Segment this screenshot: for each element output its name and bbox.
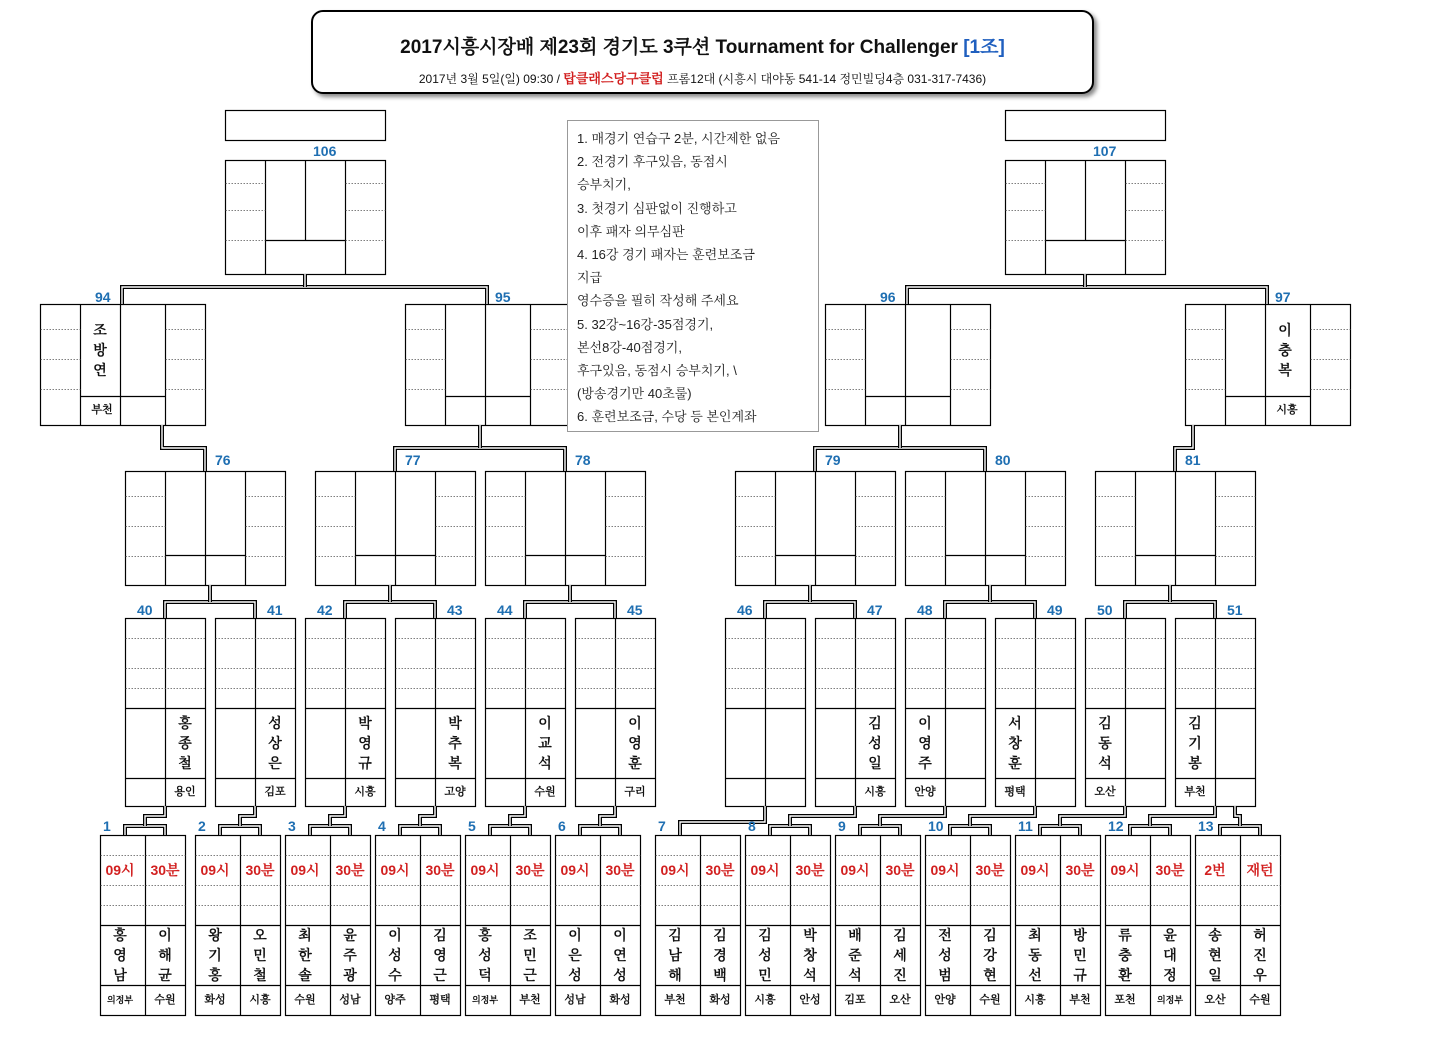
- player-region: 시흥: [1024, 994, 1046, 1006]
- start-time: 2번: [1204, 862, 1226, 878]
- connector-line: [765, 602, 855, 618]
- player-region: 구리: [624, 786, 646, 798]
- note-line: 본선8강-40점경기,: [577, 339, 682, 355]
- connector-line: [1130, 826, 1170, 835]
- note-line: 영수증을 필히 작성해 주세요: [577, 293, 739, 309]
- start-time: 09시: [290, 862, 320, 878]
- connector-line: [945, 602, 1035, 618]
- player-region: 오산: [889, 994, 911, 1006]
- player-name: 윤 대 정: [1163, 927, 1177, 983]
- connector-line: [860, 826, 900, 835]
- match-number: 13: [1198, 818, 1214, 834]
- connector-line-inner: [122, 287, 487, 304]
- connector-line: [220, 826, 260, 835]
- player-region: 부천: [1069, 994, 1091, 1006]
- connector-line-inner: [165, 602, 255, 618]
- note-line: 후구있음, 동점시 승부치기, \: [577, 363, 737, 379]
- player-name: 김 성 민: [758, 927, 772, 983]
- start-time: 30분: [425, 862, 455, 878]
- match-number: 1: [103, 818, 111, 834]
- event-address: 프롬12대 (시흥시 대야동 541-14 정민빌딩4층 031-317-7436): [663, 72, 987, 86]
- connector-line-inner: [765, 602, 855, 618]
- match-box: [41, 305, 206, 426]
- player-name: 류 충 환: [1118, 927, 1132, 983]
- player-name: 김 세 진: [893, 927, 907, 983]
- start-time: 09시: [200, 862, 230, 878]
- player-region: 시흥: [864, 786, 886, 798]
- connector-line-inner: [145, 806, 165, 826]
- match-number: 42: [317, 602, 333, 618]
- connector-line: [525, 602, 615, 618]
- match-number: 44: [497, 602, 513, 618]
- player-name: 김 남 해: [668, 927, 682, 983]
- player-name: 이 영 훈: [628, 715, 642, 771]
- start-time: 09시: [105, 862, 135, 878]
- match-number: 95: [495, 289, 511, 305]
- start-time: 30분: [515, 862, 545, 878]
- note-line: 3. 첫경기 심판없이 진행하고: [577, 200, 737, 216]
- player-region: 수원: [979, 994, 1001, 1006]
- connector-line-inner: [945, 602, 1035, 618]
- connector-line: [165, 602, 255, 618]
- start-time: 09시: [1020, 862, 1050, 878]
- connector-line: [1220, 826, 1260, 835]
- player-name: 김 성 일: [868, 715, 882, 771]
- connector-line-inner: [162, 425, 205, 471]
- player-region: 김포: [844, 994, 866, 1006]
- match-number: 79: [825, 452, 841, 468]
- note-line: (방송경기만 40초룰): [577, 386, 692, 402]
- match-number: 11: [1018, 818, 1033, 834]
- player-region: 수원: [534, 786, 556, 798]
- player-name: 조 방 연: [93, 322, 107, 378]
- connector-line-inner: [240, 806, 255, 826]
- player-name: 김 동 석: [1098, 715, 1112, 771]
- player-name: 홍 영 남: [113, 927, 127, 983]
- player-region: 시흥: [354, 786, 376, 798]
- player-name: 박 추 복: [448, 715, 462, 771]
- player-region: 부천: [91, 404, 113, 416]
- note-line: 지급: [577, 270, 603, 286]
- match-number: 107: [1093, 143, 1117, 159]
- player-name: 윤 주 광: [343, 927, 357, 983]
- match-number: 50: [1097, 602, 1113, 618]
- connector-line: [1040, 826, 1080, 835]
- start-time: 09시: [660, 862, 690, 878]
- player-region: 부천: [664, 994, 686, 1006]
- player-name: 최 한 솔: [298, 927, 312, 983]
- player-name: 오 민 철: [253, 927, 267, 983]
- start-time: 09시: [840, 862, 870, 878]
- player-region: 용인: [174, 786, 196, 798]
- connector-line: [310, 826, 350, 835]
- start-time: 09시: [750, 862, 780, 878]
- player-region: 안성: [799, 994, 821, 1006]
- connector-line: [907, 287, 1267, 304]
- player-name: 홍 종 철: [178, 715, 192, 771]
- match-number: 47: [867, 602, 883, 618]
- winner-name-box: [1006, 111, 1166, 141]
- match-box: [406, 305, 571, 426]
- player-region: 부천: [519, 994, 541, 1006]
- player-name: 허 진 우: [1253, 927, 1267, 983]
- player-name: 김 강 현: [983, 927, 997, 983]
- note-line: 이후 패자 의무심판: [577, 223, 685, 239]
- player-region: 수원: [1249, 994, 1271, 1006]
- player-region: 오산: [1204, 994, 1226, 1006]
- match-number: 49: [1047, 602, 1063, 618]
- start-time: 30분: [705, 862, 735, 878]
- rules-notes: [567, 120, 819, 432]
- match-number: 46: [737, 602, 753, 618]
- match-number: 78: [575, 452, 591, 468]
- start-time: 09시: [930, 862, 960, 878]
- player-name: 배 준 석: [848, 927, 862, 983]
- player-region: 양주: [384, 994, 406, 1006]
- player-name: 이 해 균: [158, 927, 172, 983]
- player-region: 시흥: [754, 994, 776, 1006]
- player-name: 전 성 범: [938, 927, 952, 983]
- start-time: 30분: [605, 862, 635, 878]
- player-region: 화성: [709, 994, 731, 1006]
- player-region: 안양: [914, 786, 936, 798]
- player-region: 포천: [1114, 994, 1136, 1006]
- player-region: 오산: [1094, 786, 1116, 798]
- player-name: 김 영 근: [433, 927, 447, 983]
- match-number: 97: [1275, 289, 1291, 305]
- match-number: 96: [880, 289, 896, 305]
- connector-line: [1125, 602, 1215, 618]
- player-region: 의정부: [471, 995, 499, 1005]
- player-name: 왕 기 홍: [208, 927, 222, 983]
- match-number: 41: [267, 602, 283, 618]
- note-line: 2. 전경기 후구있음, 동점시: [577, 154, 728, 170]
- match-number: 77: [405, 452, 421, 468]
- note-line: 5. 32강~16강-35점경기,: [577, 316, 714, 332]
- match-number: 5: [468, 818, 476, 834]
- match-number: 80: [995, 452, 1011, 468]
- event-date: 2017년 3월 5일(일) 09:30 /: [418, 72, 564, 86]
- match-number: 43: [447, 602, 463, 618]
- connector-line: [400, 826, 440, 835]
- title-box: [311, 10, 1094, 94]
- match-number: 3: [288, 818, 296, 834]
- start-time: 30분: [1155, 862, 1185, 878]
- start-time: 30분: [245, 862, 275, 878]
- match-number: 40: [137, 602, 153, 618]
- player-region: 의정부: [1156, 995, 1184, 1005]
- connector-line-inner: [525, 602, 615, 618]
- page-title: [313, 32, 1092, 59]
- match-number: 4: [378, 818, 386, 834]
- player-name: 이 연 성: [613, 927, 627, 983]
- player-region: 화성: [609, 994, 631, 1006]
- player-name: 송 현 일: [1208, 927, 1222, 983]
- connector-line: [345, 602, 435, 618]
- match-number: 2: [198, 818, 206, 834]
- player-region: 수원: [294, 994, 316, 1006]
- start-time: 재턴: [1246, 862, 1274, 878]
- player-region: 평택: [429, 994, 451, 1006]
- start-time: 30분: [885, 862, 915, 878]
- match-number: 12: [1108, 818, 1124, 834]
- match-number: 48: [917, 602, 933, 618]
- player-region: 시흥: [1276, 404, 1298, 416]
- match-number: 106: [313, 143, 337, 159]
- match-number: 76: [215, 452, 231, 468]
- match-number: 45: [627, 602, 643, 618]
- player-region: 화성: [204, 994, 226, 1006]
- connector-line: [950, 826, 990, 835]
- match-number: 6: [558, 818, 566, 834]
- title-group: [1조]: [963, 37, 1005, 58]
- start-time: 09시: [380, 862, 410, 878]
- player-name: 이 성 수: [388, 927, 402, 983]
- title-main: 2017시흥시장배 제23회 경기도 3쿠션 Tournament for Challenger: [400, 37, 964, 58]
- player-name: 박 영 규: [358, 715, 372, 771]
- connector-line: [122, 287, 487, 304]
- connector-line-inner: [510, 806, 525, 826]
- note-line: 6. 훈련보조금, 수당 등 본인계좌: [577, 409, 757, 425]
- connector-line: [770, 826, 810, 835]
- player-region: 고양: [444, 786, 466, 798]
- player-region: 수원: [154, 994, 176, 1006]
- start-time: 09시: [560, 862, 590, 878]
- match-number: 94: [95, 289, 111, 305]
- start-time: 30분: [975, 862, 1005, 878]
- match-number: 10: [928, 818, 944, 834]
- player-region: 평택: [1004, 786, 1026, 798]
- player-name: 방 민 규: [1073, 927, 1087, 983]
- note-line: 1. 매경기 연습구 2분, 시간제한 없음: [577, 131, 780, 146]
- connector-line-inner: [330, 806, 345, 826]
- player-region: 부천: [1184, 786, 1206, 798]
- note-line: 승부치기,: [577, 177, 631, 193]
- connector-line: [125, 826, 165, 835]
- player-name: 박 창 석: [803, 927, 817, 983]
- player-name: 이 충 복: [1278, 322, 1292, 378]
- player-region: 성남: [564, 994, 586, 1006]
- player-name: 최 동 선: [1028, 927, 1042, 983]
- connector-line-inner: [600, 806, 615, 826]
- player-name: 이 영 주: [918, 715, 932, 771]
- player-name: 김 경 백: [713, 927, 727, 983]
- start-time: 30분: [150, 862, 180, 878]
- start-time: 09시: [1110, 862, 1140, 878]
- player-name: 이 은 성: [568, 927, 582, 983]
- connector-line-inner: [907, 287, 1267, 304]
- start-time: 30분: [1065, 862, 1095, 878]
- start-time: 30분: [795, 862, 825, 878]
- match-number: 9: [838, 818, 846, 834]
- connector-line-inner: [345, 602, 435, 618]
- player-name: 김 기 봉: [1188, 715, 1202, 771]
- player-name: 서 창 훈: [1008, 715, 1022, 771]
- start-time: 30분: [335, 862, 365, 878]
- match-number: 51: [1227, 602, 1243, 618]
- start-time: 09시: [470, 862, 500, 878]
- note-line: 4. 16강 경기 패자는 훈련보조금: [577, 247, 755, 263]
- event-venue: 탑클래스당구클럽: [563, 71, 664, 86]
- match-number: 81: [1185, 452, 1201, 468]
- match-number: 8: [748, 818, 756, 834]
- player-region: 안양: [934, 994, 956, 1006]
- player-region: 의정부: [106, 995, 134, 1005]
- player-name: 조 민 근: [523, 927, 537, 983]
- player-name: 이 교 석: [538, 715, 552, 771]
- connector-line: [490, 826, 530, 835]
- connector-line-inner: [1125, 602, 1215, 618]
- player-name: 홍 성 덕: [478, 927, 492, 983]
- connector-line-inner: [420, 806, 435, 826]
- connector-line: [580, 826, 620, 835]
- winner-name-box: [226, 111, 386, 141]
- event-info: [313, 68, 1092, 87]
- player-region: 김포: [264, 786, 286, 798]
- player-name: 성 상 은: [268, 715, 282, 771]
- match-number: 7: [658, 818, 666, 834]
- player-region: 시흥: [249, 994, 271, 1006]
- match-box: [826, 305, 991, 426]
- player-region: 성남: [339, 994, 361, 1006]
